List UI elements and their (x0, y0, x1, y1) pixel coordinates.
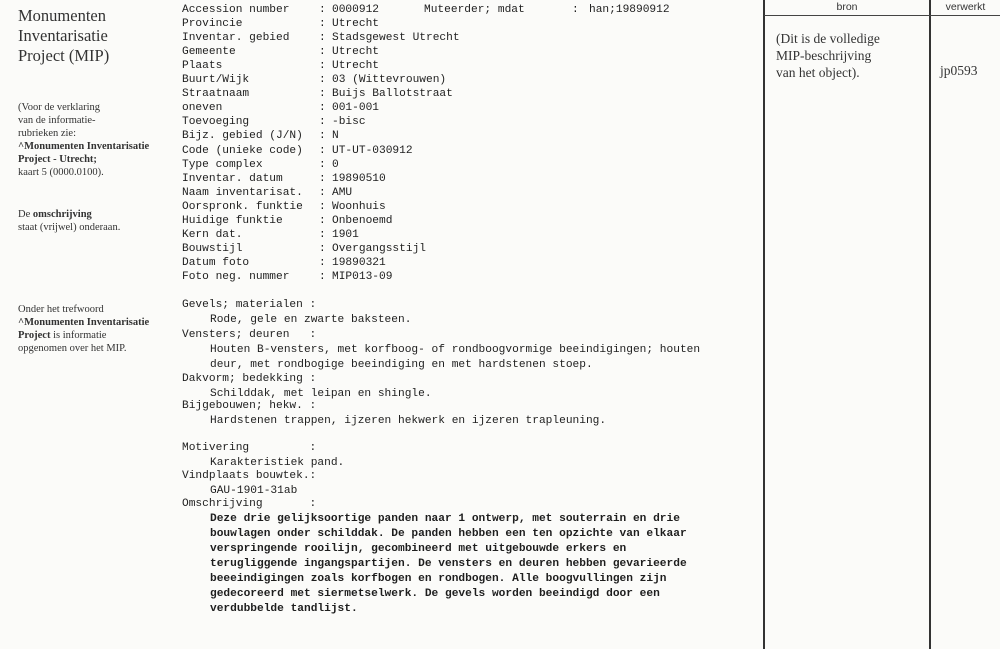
verwerkt-header: verwerkt (945, 1, 986, 13)
record-field-row (182, 59, 762, 73)
record-field-row (182, 186, 762, 200)
section-text-line: gedecoreerd met siermetselwerk. De gevels worden beeindigd door een (210, 588, 660, 600)
divider-verwerkt (929, 0, 931, 649)
section-motivering (182, 441, 344, 471)
note-line: staat (vrijwel) onderaan. (18, 222, 121, 233)
section-omschrijving (182, 497, 687, 617)
note-line-bold: Project - Utrecht; (18, 154, 97, 165)
field-label: Type complex (182, 158, 263, 171)
field-value: 0 (332, 158, 339, 171)
note-line (18, 208, 178, 221)
record-field-row (182, 144, 762, 158)
field-value: Stadsgewest Utrecht (332, 32, 460, 45)
field-value: UT-UT-030912 (332, 144, 413, 157)
bron-line: van het object). (776, 65, 860, 80)
field-value: Woonhuis (332, 200, 386, 213)
field-separator: : (319, 172, 326, 185)
field-separator: : (319, 200, 326, 213)
field-separator: : (319, 186, 326, 199)
muteerder-separator: : (572, 4, 579, 16)
field-value: 001-001 (332, 102, 379, 115)
sidebar-note-legend (18, 101, 178, 179)
field-label: oneven (182, 102, 223, 115)
field-separator: : (319, 130, 326, 143)
section-text-line: Houten B-vensters, met korfboog- of rondboogvormige beeindigingen; houten (210, 344, 701, 356)
section-dakvorm (182, 372, 432, 402)
field-value: Utrecht (332, 18, 379, 31)
bron-line: MIP-beschrijving (776, 48, 872, 63)
section-header: Gevels; materialen : (182, 299, 317, 311)
sidebar (18, 6, 168, 354)
field-value: Utrecht (332, 60, 379, 73)
section-text-line: bouwlagen onder schilddak. De panden hebben een ten opzichte van elkaar (210, 528, 687, 540)
section-bijgebouwen (182, 399, 606, 429)
sidebar-title (18, 6, 168, 66)
field-separator: : (319, 116, 326, 129)
record-field-row (182, 129, 762, 143)
field-value: MIP013-09 (332, 270, 393, 283)
section-header: Vindplaats bouwtek.: (182, 470, 317, 482)
bron-header: bron (836, 1, 858, 13)
sidebar-note-omschrijving (18, 208, 178, 234)
note-line: (Voor de verklaring (18, 102, 101, 113)
section-text-line: Rode, gele en zwarte baksteen. (210, 314, 412, 326)
field-value: 1901 (332, 228, 359, 241)
field-label: Gemeente (182, 46, 236, 59)
field-label: Inventar. datum (182, 172, 283, 185)
bron-text (776, 30, 926, 81)
section-text-line: verdubbelde tandlijst. (210, 603, 358, 615)
field-value: Buijs Ballotstraat (332, 88, 453, 101)
section-header: Vensters; deuren : (182, 329, 317, 341)
field-separator: : (319, 46, 326, 59)
field-separator: : (319, 144, 326, 157)
field-value: Utrecht (332, 46, 379, 59)
field-label: Oorspronk. funktie (182, 200, 303, 213)
field-label: Inventar. gebied (182, 32, 290, 45)
note-text: is informatie (50, 330, 107, 341)
note-bold-text: Project (18, 330, 51, 341)
note-line: rubrieken zie: (18, 128, 77, 139)
field-value: 19890510 (332, 172, 386, 185)
field-label: Datum foto (182, 256, 250, 269)
field-label: Foto neg. nummer (182, 270, 290, 283)
note-line: kaart 5 (0000.0100). (18, 167, 104, 178)
field-value: -bisc (332, 116, 366, 129)
note-line: van de informatie- (18, 115, 96, 126)
record-field-row (182, 242, 762, 256)
field-label: Naam inventarisat. (182, 186, 303, 199)
field-separator: : (319, 74, 326, 87)
field-label: Huidige funktie (182, 214, 283, 227)
record-field-row (182, 31, 762, 45)
field-label: Bijz. gebied (J/N) (182, 130, 303, 143)
record-field-row (182, 45, 762, 59)
field-separator: : (319, 18, 326, 31)
section-header: Motivering : (182, 442, 317, 454)
section-gevels (182, 298, 411, 328)
record-field-row (182, 172, 762, 186)
field-separator: : (319, 4, 326, 16)
muteerder-value: han;19890912 (589, 4, 670, 16)
record-field-row (182, 3, 762, 17)
section-text-line: Deze drie gelijksoortige panden naar 1 ontwerp, met souterrain en drie (210, 513, 680, 525)
divider-bron (763, 0, 765, 649)
field-separator: : (319, 60, 326, 73)
field-value: Overgangsstijl (332, 242, 426, 255)
section-text-line: Hardstenen trappen, ijzeren hekwerk en ijzeren trapleuning. (210, 415, 607, 427)
field-value: 19890321 (332, 256, 386, 269)
field-label: Provincie (182, 18, 243, 31)
muteerder-label: Muteerder; mdat (424, 4, 525, 16)
note-line: Onder het trefwoord (18, 304, 104, 315)
record-field-row (182, 214, 762, 228)
section-text-line: terugliggende ingangspartijen. De vensters en deuren hebben gevarieerde (210, 558, 687, 570)
sidebar-title-line: Inventarisatie (18, 26, 108, 45)
section-text-line: Karakteristiek pand. (210, 457, 345, 469)
field-value: 03 (Wittevrouwen) (332, 74, 447, 87)
field-label: Buurt/Wijk (182, 74, 250, 87)
record-field-row (182, 17, 762, 31)
record-field-row (182, 158, 762, 172)
section-text-line: GAU-1901-31ab (210, 485, 298, 497)
section-header: Dakvorm; bedekking : (182, 373, 317, 385)
note-text: De (18, 209, 33, 220)
field-separator: : (319, 256, 326, 269)
section-vensters (182, 328, 700, 373)
field-separator: : (319, 214, 326, 227)
field-label: Toevoeging (182, 116, 250, 129)
record-field-row (182, 228, 762, 242)
record-field-row (182, 115, 762, 129)
field-value: Onbenoemd (332, 214, 393, 227)
record-field-row (182, 270, 762, 284)
field-label: Kern dat. (182, 228, 243, 241)
record-field-row (182, 256, 762, 270)
field-label: Straatnaam (182, 88, 250, 101)
note-line: opgenomen over het MIP. (18, 343, 127, 354)
field-separator: : (319, 270, 326, 283)
note-line-bold: ^Monumenten Inventarisatie (18, 141, 150, 152)
record-field-row (182, 200, 762, 214)
sidebar-note-trefwoord (18, 303, 178, 355)
section-header: Bijgebouwen; hekw. : (182, 400, 317, 412)
note-bold-text: omschrijving (32, 209, 92, 220)
field-label: Bouwstijl (182, 242, 243, 255)
field-separator: : (319, 242, 326, 255)
muteerder-field (424, 3, 670, 17)
section-header: Omschrijving : (182, 498, 317, 510)
section-text-line: verspringende rooilijn, gecombineerd met uitgebouwde erkers en (210, 543, 627, 555)
field-label: Code (unieke code) (182, 144, 303, 157)
field-separator: : (319, 102, 326, 115)
note-line (18, 329, 178, 342)
field-value: N (332, 130, 339, 143)
sidebar-title-line: Monumenten (18, 6, 106, 25)
field-value: AMU (332, 186, 353, 199)
verwerkt-value: jp0593 (940, 63, 978, 78)
note-line-bold: ^Monumenten Inventarisatie (18, 317, 150, 328)
header-rule (764, 15, 1000, 16)
field-label: Plaats (182, 60, 223, 73)
field-separator: : (319, 228, 326, 241)
field-separator: : (319, 88, 326, 101)
record-field-row (182, 73, 762, 87)
field-separator: : (319, 32, 326, 45)
section-vindplaats (182, 469, 316, 499)
bron-line: (Dit is de volledige (776, 31, 880, 46)
section-text-line: deur, met rondbogige beeindiging en met hardstenen stoep. (210, 359, 593, 371)
record-field-row (182, 101, 762, 115)
section-text-line: Schilddak, met leipan en shingle. (210, 388, 432, 400)
field-label: Accession number (182, 4, 290, 16)
section-text-line: beeeindigingen zoals korfbogen en rondbogen. Alle boogvullingen zijn (210, 573, 667, 585)
field-separator: : (319, 158, 326, 171)
record-field-row (182, 87, 762, 101)
field-value: 0000912 (332, 4, 379, 16)
sidebar-title-line: Project (MIP) (18, 46, 110, 65)
